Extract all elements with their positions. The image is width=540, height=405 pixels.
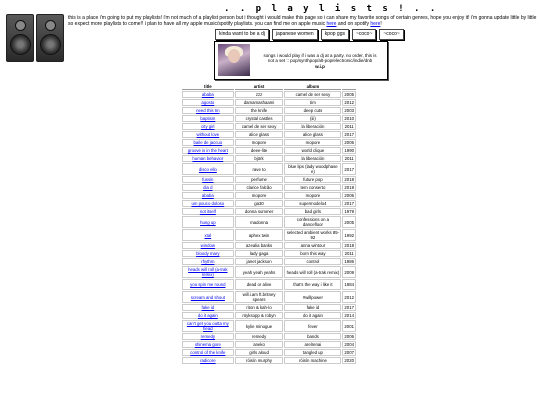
year-cell: 2012 [342,291,356,303]
song-link[interactable]: xtal [204,232,212,238]
tab-dj[interactable]: kinda want to be a dj [215,29,269,40]
song-title-cell[interactable] [182,155,234,162]
album-cell: that's the way i like it [284,279,341,290]
artist-cell: deee-lite [235,147,284,154]
table-row [182,349,356,356]
album-cell: control [284,258,341,265]
artist-cell: mopore [235,139,284,146]
year-cell: 2010 [342,115,356,122]
artist-cell: riton & kah-lo [235,304,284,311]
table-row [182,341,356,348]
year-cell: 2019 [342,184,356,191]
year-cell: 2017 [342,200,356,207]
song-link[interactable]: can't get you outta my head [186,321,229,331]
artist-cell: yeah yeah yeahs [235,266,284,278]
year-cell: 2014 [342,312,356,319]
song-link[interactable]: groove is in the heart [187,148,228,153]
song-link[interactable]: without love [196,132,220,137]
song-link[interactable]: ababa [201,92,214,97]
song-link[interactable]: remedy [200,334,215,339]
artist-cell: lady gaga [235,250,284,257]
year-cell: 1992 [342,229,356,241]
artist-cell: alice glass [235,131,284,138]
year-cell: 2005 [342,216,356,228]
album-cell: tem conserto [284,184,341,191]
song-link[interactable]: baptism [200,116,216,121]
song-title-cell[interactable] [182,115,234,122]
song-title-cell[interactable] [182,320,234,332]
song-link[interactable]: not itself [199,209,216,214]
tab-japanese-women[interactable]: japanese women [272,29,318,40]
artist-cell: girls aloud [235,349,284,356]
table-row [182,192,356,199]
artist-cell: damamashaami [235,99,284,106]
song-title-cell[interactable] [182,139,234,146]
speaker-right [36,14,64,62]
album-cell: heads will roll (a-trak remix) [284,266,341,278]
song-link[interactable]: control of the knife [190,350,226,355]
song-title-cell[interactable] [182,291,234,303]
song-title-cell[interactable] [182,258,234,265]
song-title-cell[interactable] [182,312,234,319]
table-row [182,312,356,319]
artist-cell: janet jackson [235,258,284,265]
intro-text: this is a place i'm going to put my playlists! i'm not much of a playlist person but i thought i would make this page so i can share my favorite songs of certain genres, hope you enjoy it! i'm gonna update little by little so expect more playlists to come!! i plan to have all my apple music/spotify playlists. you can find me on apple music here and on spotify here! [68,15,537,27]
song-title-cell[interactable] [182,131,234,138]
table-row [182,123,356,130]
table-row [182,357,356,364]
song-title-cell[interactable] [182,123,234,130]
year-cell: 1979 [342,208,356,215]
table-row [182,250,356,257]
album-cell: la liberación [284,123,341,130]
song-title-cell[interactable] [182,333,234,340]
song-title-cell[interactable] [182,208,234,215]
song-title-cell[interactable] [182,176,234,183]
song-title-cell[interactable] [182,279,234,290]
page-title: . . p l a y l i s t s ! . . [224,4,438,14]
album-cell: camel de ser sexy [284,91,341,98]
year-cell: 1986 [342,258,356,265]
playlist-info-box [214,41,388,80]
table-row [182,258,356,265]
song-link[interactable]: hung up [200,219,216,225]
album-cell: anna wintour [284,242,341,249]
album-cell: mopore [284,192,341,199]
album-cell: mopore [284,139,341,146]
artist-cell: clarice falcão [235,184,284,191]
song-link[interactable]: um pouco doloso [191,201,225,206]
song-title-cell[interactable] [182,250,234,257]
spotify-link[interactable]: here [370,21,381,27]
artist-cell: björk [235,155,284,162]
column-header [342,84,356,90]
album-cell: future pop [284,176,341,183]
song-title-cell[interactable] [182,192,234,199]
table-row [182,216,356,228]
year-cell: 2004 [342,341,356,348]
album-cell: fever [284,320,341,332]
column-header: title [182,84,234,90]
album-cell: deep cuts [284,107,341,114]
artist-cell: ga30 [235,200,284,207]
speakers-image [6,14,64,61]
song-title-cell[interactable] [182,91,234,98]
song-table [181,83,357,365]
song-link[interactable]: dia d [203,185,213,190]
table-row [182,99,356,106]
table-row [182,304,356,311]
table-row [182,208,356,215]
song-link[interactable]: human behavior [192,156,224,161]
song-link[interactable]: fussin [202,177,214,182]
speaker-left [6,14,34,62]
playlist-description: songs i would play if i was a dj at a party. no order, this is not a set :: pop/synthpop/alt-pop/electronic/indie/dnb w.i.p [263,53,377,69]
year-cell: 2017 [342,163,356,175]
song-title-cell[interactable] [182,229,234,241]
artist-cell: remedy [235,333,284,340]
tab-coco-2[interactable]: ~coco~ [379,29,403,40]
table-row [182,266,356,278]
year-cell: 2006 [342,333,356,340]
year-cell: 2001 [342,320,356,332]
artist-cell: madonna [235,216,284,228]
artist-cell: zzz [235,91,284,98]
song-title-cell[interactable] [182,99,234,106]
song-title-cell[interactable] [182,357,234,364]
table-row [182,115,356,122]
tab-kpop-ggs[interactable]: kpop ggs [321,29,349,40]
artist-cell: kylie minogue [235,320,284,332]
album-cell: selected ambient works 85-92 [284,229,341,241]
song-title-cell[interactable] [182,200,234,207]
album-cell: róisín machine [284,357,341,364]
table-row [182,200,356,207]
artist-cell: aneko [235,341,284,348]
song-title-cell[interactable] [182,147,234,154]
tab-coco-1[interactable]: ~coco~ [352,29,376,40]
apple-music-link[interactable]: here [326,21,337,27]
album-cell: alice glass [284,131,341,138]
year-cell: 2009 [342,266,356,278]
song-title-cell[interactable] [182,216,234,228]
album-cell: world clique [284,147,341,154]
song-link[interactable]: city girl [201,124,215,129]
table-row [182,320,356,332]
year-cell: 2011 [342,123,356,130]
table-row [182,131,356,138]
year-cell: 2018 [342,242,356,249]
album-cell: la liberación [284,155,341,162]
table-row [182,184,356,191]
artist-cell: röyksopp & robyn [235,312,284,319]
artist-cell: perfume [235,176,284,183]
table-row [182,155,356,162]
year-cell: 2011 [342,155,356,162]
year-cell: 2017 [342,304,356,311]
song-link[interactable]: do it again [197,313,218,318]
year-cell: 2006 [342,139,356,146]
album-cell: arelrenai [284,341,341,348]
song-link[interactable]: window [200,243,215,248]
artist-cell: azealia banks [235,242,284,249]
song-link[interactable]: heads will roll (a-trak remix) [188,267,228,277]
song-title-cell[interactable] [182,163,234,175]
table-row [182,147,356,154]
album-cell: fake id [284,304,341,311]
column-header: artist [235,84,284,90]
song-link[interactable]: ababa [201,193,214,198]
artist-cell: mopore [235,192,284,199]
year-cell: 2012 [342,99,356,106]
album-cell: tim [284,99,341,106]
table-row [182,279,356,290]
song-link[interactable]: agosto [201,100,215,105]
year-cell: 2006 [342,192,356,199]
table-row [182,176,356,183]
song-title-cell[interactable] [182,341,234,348]
artist-cell: the knife [235,107,284,114]
artist-cell: róisín murphy [235,357,284,364]
song-title-cell[interactable] [182,242,234,249]
album-cell: confessions on a dancefloor [284,216,341,228]
song-link[interactable]: rhythm [201,259,215,264]
song-link[interactable]: you spin me round [190,282,226,287]
playlist-cover-image [218,44,250,76]
artist-cell: dead or alive [235,279,284,290]
year-cell: 2017 [342,131,356,138]
table-row [182,107,356,114]
album-cell: #willpower [284,291,341,303]
year-cell: 2020 [342,357,356,364]
playlist-tabs [215,29,404,40]
table-row [182,229,356,241]
album-cell: do it again [284,312,341,319]
song-title-cell[interactable] [182,349,234,356]
song-title-cell[interactable] [182,184,234,191]
album-cell: blue lips (lady woodphase e) [284,163,341,175]
album-cell: bad girls [284,208,341,215]
year-cell: 2018 [342,176,356,183]
song-link[interactable]: bloody mary [196,251,220,256]
table-row [182,139,356,146]
song-link[interactable]: need this tm [196,108,220,113]
song-title-cell[interactable] [182,266,234,278]
song-link[interactable]: shinema gore [194,342,221,347]
table-row [182,291,356,303]
year-cell: 1984 [342,279,356,290]
artist-cell: donna summer [235,208,284,215]
artist-cell: aphex twin [235,229,284,241]
artist-cell: crystal castles [235,115,284,122]
year-cell: 2011 [342,250,356,257]
song-title-cell[interactable] [182,304,234,311]
table-row [182,163,356,175]
artist-cell: will.i.am ft.britney spears [235,291,284,303]
column-header: album [284,84,341,90]
table-row [182,333,356,340]
song-link[interactable]: scream and shout [190,294,225,300]
album-cell: born this way [284,250,341,257]
table-row [182,91,356,98]
year-cell: 2007 [342,349,356,356]
album-cell: supermodelo4 [284,200,341,207]
table-row [182,242,356,249]
album-cell: (iii) [284,115,341,122]
song-title-cell[interactable] [182,107,234,114]
year-cell: 2003 [342,107,356,114]
song-link[interactable]: radicore [200,358,216,363]
album-cell: tangled up [284,349,341,356]
year-cell: 2005 [342,91,356,98]
song-link[interactable]: disco ello [198,166,217,172]
artist-cell: camel de ser sexy [235,123,284,130]
artist-cell: rave to [235,163,284,175]
song-link[interactable]: baile de jaccuo [193,140,223,145]
album-cell: bands [284,333,341,340]
song-link[interactable]: fake id [201,305,215,310]
year-cell: 1990 [342,147,356,154]
